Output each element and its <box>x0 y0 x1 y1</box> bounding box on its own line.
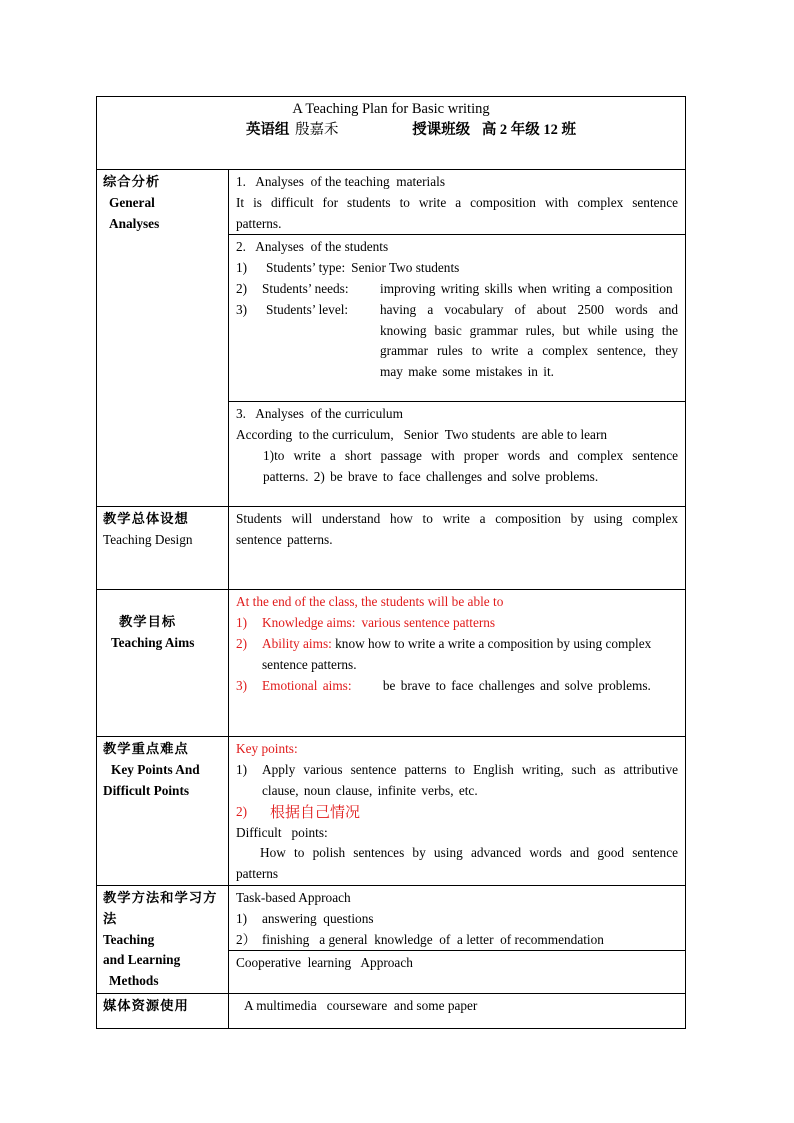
media-label-cn: 媒体资源使用 <box>103 998 189 1014</box>
media-row <box>97 994 686 1029</box>
lesson-plan-table <box>96 96 686 1029</box>
task-item-1-num: 1) <box>236 910 248 926</box>
key-item-2-num: 2) <box>236 803 248 819</box>
design-text: Students will understand how to write a composition by using complex sentence patterns. <box>236 511 678 548</box>
curriculum-line1: According to the curriculum, Senior Two students are able to learn <box>236 427 608 443</box>
coop-cell <box>229 951 686 994</box>
media-cell <box>229 994 686 1029</box>
design-row <box>97 507 686 590</box>
aims-item-2-body <box>262 634 678 676</box>
materials-cell <box>229 170 686 235</box>
methods-label-en3: Methods <box>109 973 159 989</box>
methods-label-en2: and Learning <box>103 952 181 968</box>
aims-item-2 <box>236 634 678 676</box>
general-label-en1: General <box>109 194 155 210</box>
keypoints-label-en2: Difficult Points <box>103 782 190 798</box>
students-item-1-key: Students’ type: <box>266 260 346 276</box>
aims-item-2-key: Ability aims: <box>262 635 332 651</box>
class-value: 高 2 年级 12 班 <box>481 121 577 138</box>
general-label-cell <box>97 170 229 507</box>
key-item-2-text: 根据自己情况 <box>270 802 361 821</box>
aims-item-2-val: know how to write a write a composition by using complex sentence patterns. <box>262 635 652 672</box>
aims-label-cn: 教学目标 <box>119 614 177 630</box>
key-item-1-text: Apply various sentence patterns to English writing, such as attributive clause, noun clause, infinite verbs, etc. <box>262 762 678 798</box>
students-item-1-num: 1) <box>236 260 248 276</box>
students-item-2-val: improving writing skills when writing a composition <box>380 280 673 296</box>
design-label-cell <box>97 507 229 590</box>
task-item-2-text: finishing a general knowledge of a letter of recommendation <box>262 931 604 947</box>
keypoints-label-cell <box>97 737 229 886</box>
difficult-text: How to polish sentences by using advanced words and good sentence patterns <box>236 845 678 882</box>
methods-label-en1: Teaching <box>103 931 155 947</box>
aims-item-1-val: various sentence patterns <box>361 615 496 631</box>
header-row <box>97 97 686 170</box>
design-label-cn: 教学总体设想 <box>103 511 189 527</box>
aims-item-2-num: 2) <box>236 635 248 651</box>
coop-text: Cooperative learning Approach <box>236 955 413 971</box>
methods-label-cn: 教学方法和学习方法 <box>103 889 218 926</box>
aims-label-cell <box>97 590 229 737</box>
key-item-1-num: 1) <box>236 762 248 778</box>
aims-label-en: Teaching Aims <box>111 635 195 651</box>
general-label-cn: 综合分析 <box>103 174 161 189</box>
general-row-materials <box>97 170 686 235</box>
plan-meta <box>97 120 685 141</box>
curriculum-heading: 3. Analyses of the curriculum <box>236 406 403 422</box>
task-cell <box>229 885 686 950</box>
aims-item-1-num: 1) <box>236 615 248 631</box>
students-item-3 <box>236 300 678 383</box>
curriculum-cell <box>229 402 686 507</box>
teacher-name: 殷嘉禾 <box>295 121 339 138</box>
students-item-2-key: Students’ needs: <box>262 280 349 296</box>
students-item-3-num: 3) <box>236 301 248 317</box>
lesson-plan-page <box>96 96 685 1029</box>
key-heading: Key points: <box>236 741 298 757</box>
task-item-2-num: 2） <box>236 931 256 947</box>
design-label-en: Teaching Design <box>103 532 193 548</box>
materials-text: It is difficult for students to write a composition with complex sentence patterns. <box>236 194 678 231</box>
class-label: 授课班级 <box>412 121 471 138</box>
materials-heading: 1. Analyses of the teaching materials <box>236 174 445 189</box>
students-cell <box>229 235 686 402</box>
aims-item-3-key: Emotional aims: <box>262 677 352 693</box>
aims-item-3-num: 3) <box>236 677 248 693</box>
aims-intro: At the end of the class, the students will be able to <box>236 594 504 610</box>
curriculum-line2: 1)to write a short passage with proper words and complex sentence patterns. 2) be brave to face challenges and solve problems. <box>263 447 678 484</box>
students-item-3-key: Students’ level: <box>266 301 349 317</box>
methods-row-task <box>97 885 686 950</box>
key-item-2 <box>236 802 678 823</box>
plan-title: A Teaching Plan for Basic writing <box>292 101 490 117</box>
group-name: 英语组 <box>245 121 290 138</box>
general-label-en2: Analyses <box>109 215 160 231</box>
media-text: A multimedia courseware and some paper <box>244 998 478 1014</box>
keypoints-label-en1: Key Points And <box>111 762 200 778</box>
aims-item-1-key: Knowledge aims: <box>262 615 356 631</box>
header-cell <box>97 97 686 170</box>
aims-item-3 <box>236 676 678 697</box>
aims-row <box>97 590 686 737</box>
methods-label-cell <box>97 885 229 993</box>
task-item-1 <box>236 909 678 930</box>
aims-item-3-body <box>262 676 678 697</box>
students-item-1 <box>236 258 678 279</box>
task-item-2 <box>236 930 678 951</box>
aims-item-1 <box>236 613 678 634</box>
students-item-2-num: 2) <box>236 280 248 296</box>
media-label-cell <box>97 994 229 1029</box>
keypoints-cell <box>229 737 686 886</box>
key-item-1 <box>236 760 678 802</box>
students-item-3-val: having a vocabulary of about 2500 words and knowing basic grammar rules, but while using the grammar rules to write a complex sentence, they may make some mistakes in it. <box>380 301 678 380</box>
students-item-2 <box>236 279 678 300</box>
task-item-1-text: answering questions <box>262 910 374 926</box>
students-item-1-val: Senior Two students <box>351 260 460 276</box>
keypoints-row <box>97 737 686 886</box>
difficult-heading: Difficult points: <box>236 824 328 840</box>
design-cell <box>229 507 686 590</box>
task-heading: Task-based Approach <box>236 889 351 905</box>
keypoints-label-cn: 教学重点难点 <box>103 741 189 757</box>
aims-item-3-val: be brave to face challenges and solve problems. <box>382 677 651 693</box>
aims-cell <box>229 590 686 737</box>
students-heading: 2. Analyses of the students <box>236 239 389 255</box>
